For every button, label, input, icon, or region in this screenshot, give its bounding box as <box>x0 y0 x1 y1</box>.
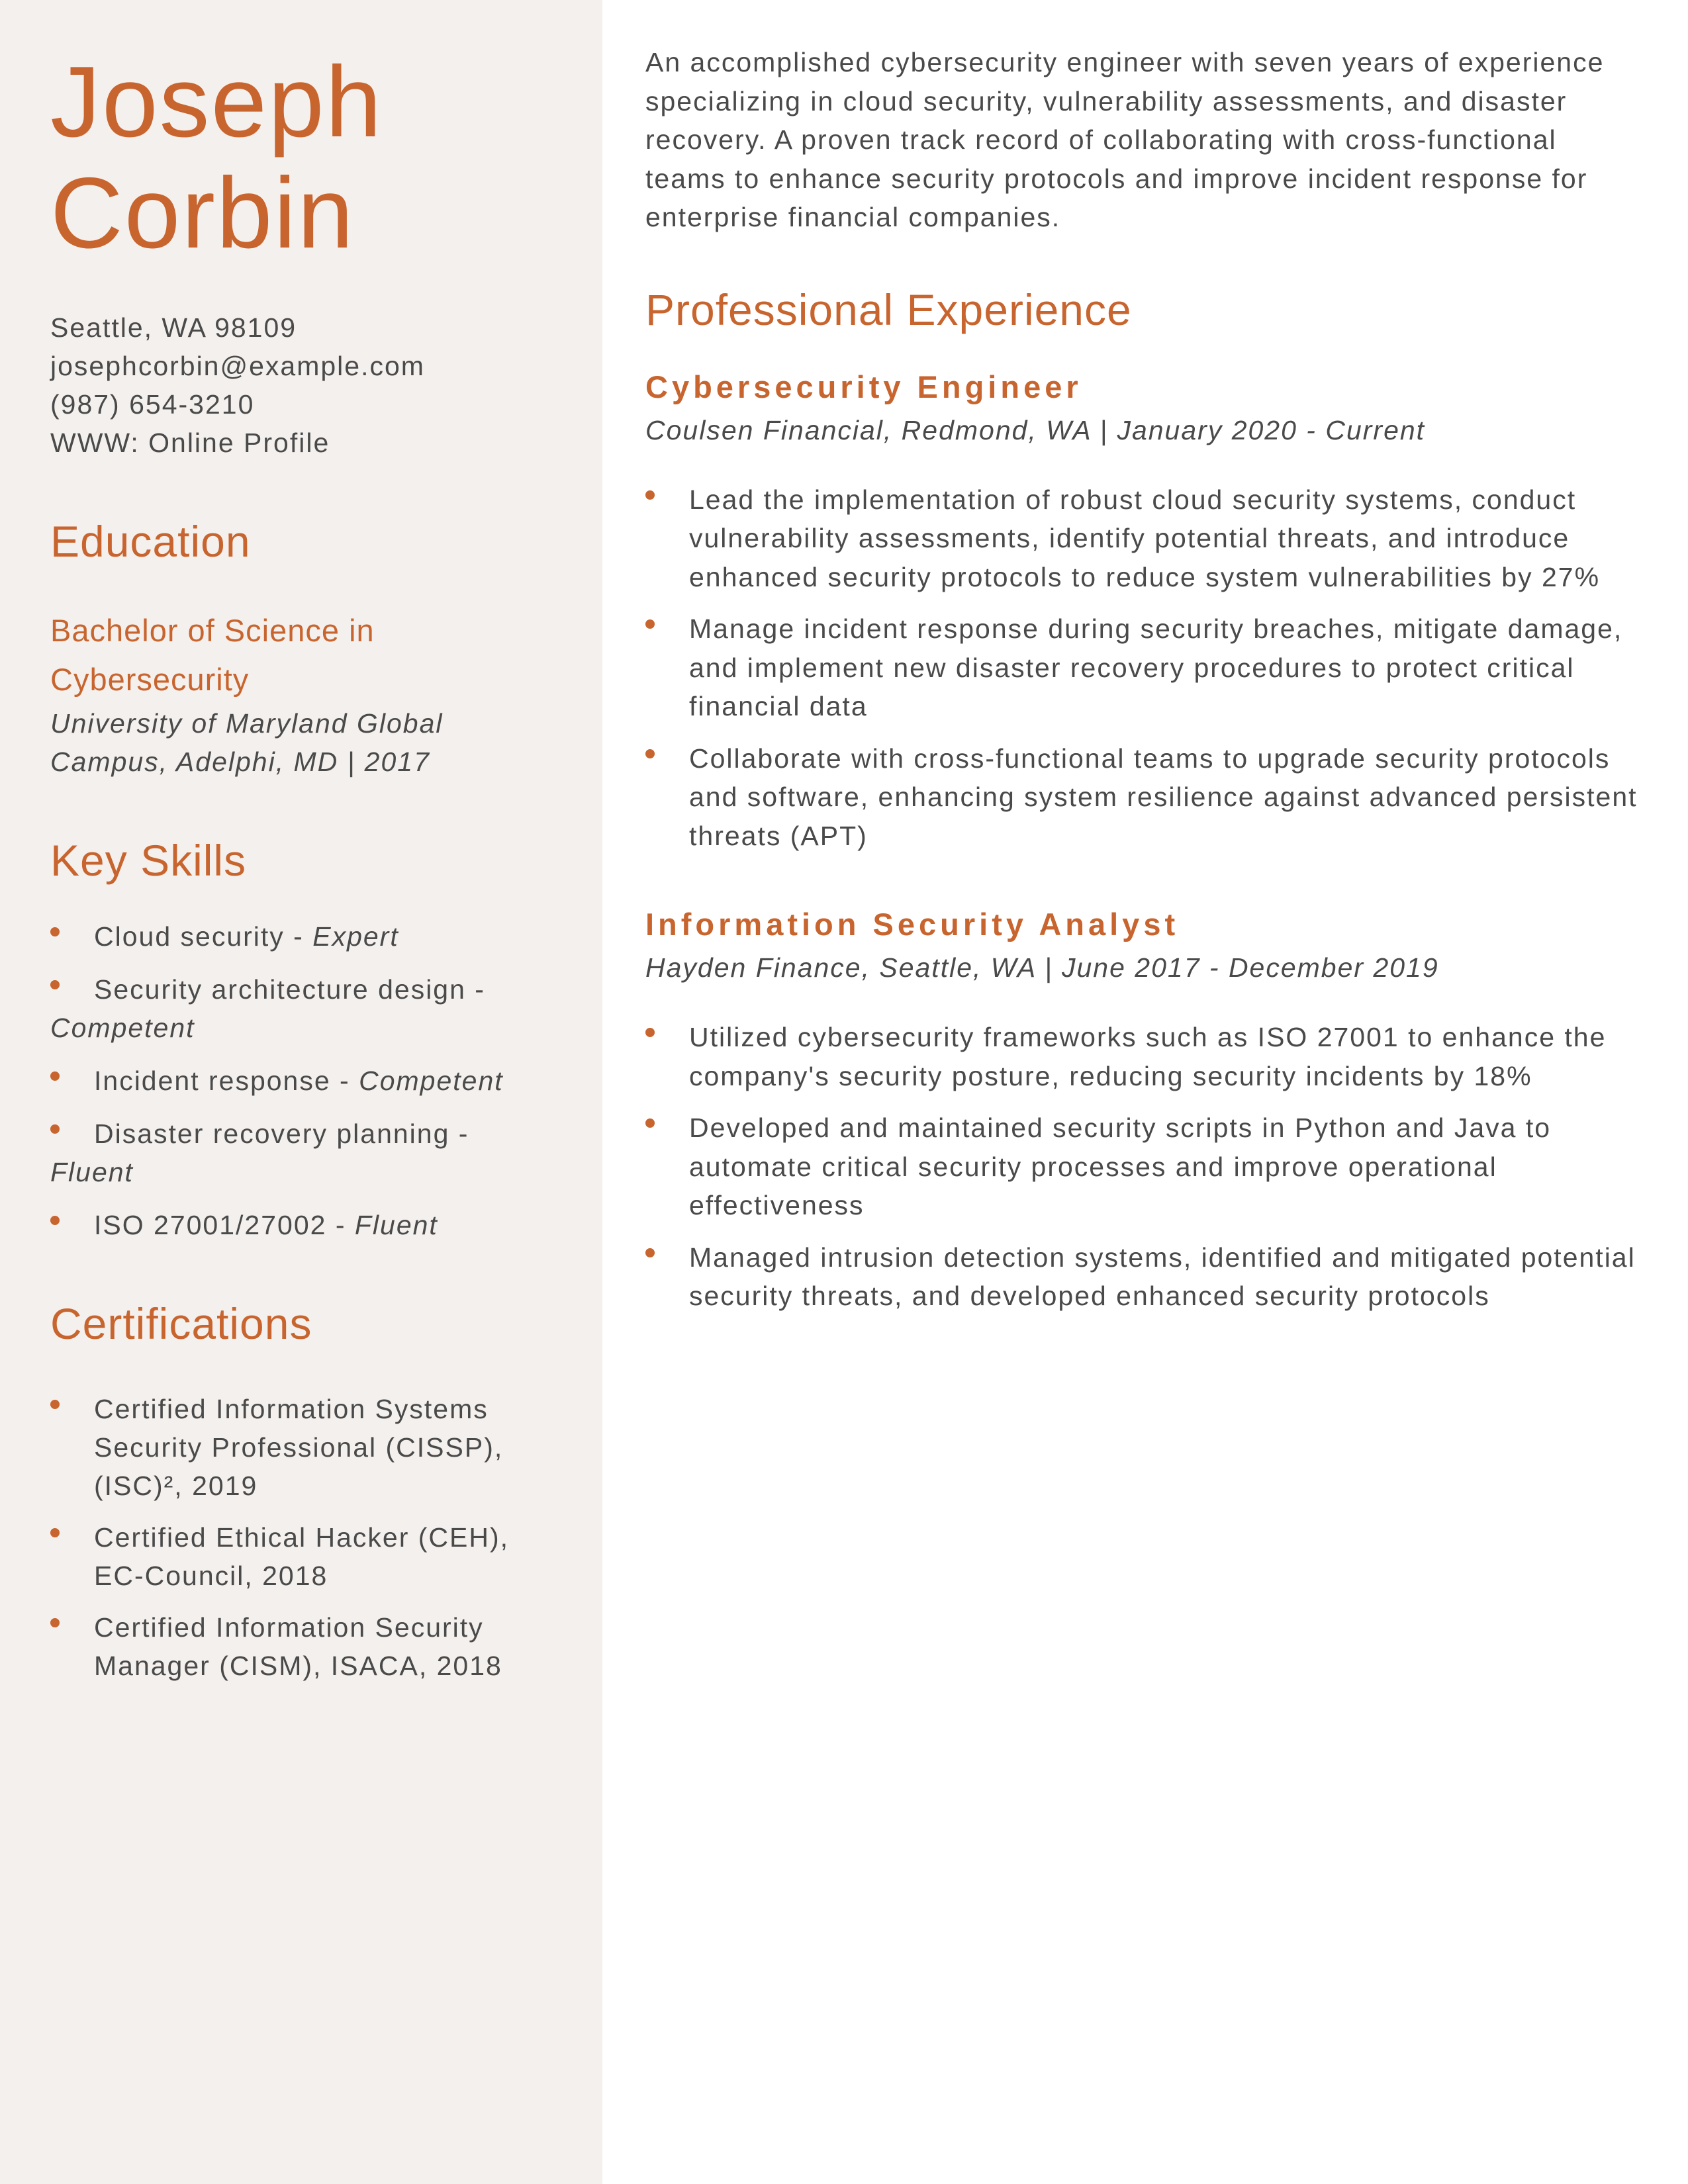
job-bullet-text: Utilized cybersecurity frameworks such as ISO 27001 to enhance the company's security posture, reducing security incidents by 18% <box>689 1022 1607 1091</box>
bullet-dot-icon <box>50 1216 60 1225</box>
skill-item <box>50 970 553 1047</box>
job-meta: Coulsen Financial, Redmond, WA | January 2020 - Current <box>645 414 1426 445</box>
degree-line: Bachelor of Science in <box>50 613 375 648</box>
job-title: Information Security Analyst <box>645 907 1180 942</box>
sidebar <box>0 0 602 2184</box>
experience-heading: Professional Experience <box>645 285 1132 334</box>
degree-line: Cybersecurity <box>50 662 250 697</box>
skill-name: Security architecture design - <box>94 974 485 1005</box>
certification-item <box>50 1390 553 1505</box>
job-bullet-text: Manage incident response during security breaches, mitigate damage, and implement new disaster recovery procedures to protect critical financial data <box>689 614 1623 721</box>
job-entry <box>645 901 1638 1316</box>
bullet-dot-icon <box>645 619 655 629</box>
bullet-dot-icon <box>50 1528 60 1537</box>
skill-item <box>50 917 553 956</box>
job-bullet <box>645 1018 1638 1095</box>
certification-text: Certified Information Security Manager (CISM), ISACA, 2018 <box>94 1612 502 1681</box>
job-bullets <box>645 1018 1638 1316</box>
certification-item <box>50 1518 553 1595</box>
sidebar-content <box>50 46 553 1698</box>
job-meta: Hayden Finance, Seattle, WA | June 2017 - December 2019 <box>645 952 1439 983</box>
bullet-dot-icon <box>645 490 655 500</box>
candidate-name <box>50 46 553 269</box>
skills-list <box>50 917 553 1244</box>
certification-text: Certified Information Systems Security Professional (CISSP), (ISC)², 2019 <box>94 1394 504 1501</box>
bullet-dot-icon <box>645 1118 655 1128</box>
school-line: University of Maryland Global <box>50 708 444 739</box>
bullet-dot-icon <box>50 1400 60 1409</box>
job-bullets <box>645 480 1638 856</box>
last-name: Corbin <box>50 157 355 269</box>
skill-item <box>50 1206 553 1244</box>
skill-level: Competent <box>50 1013 195 1043</box>
education-heading: Education <box>50 517 251 566</box>
certifications-heading: Certifications <box>50 1299 312 1348</box>
certifications-list <box>50 1390 553 1685</box>
school <box>50 704 553 781</box>
contact-location: Seattle, WA 98109 <box>50 312 297 343</box>
skills-heading: Key Skills <box>50 836 247 885</box>
bullet-dot-icon <box>50 980 60 989</box>
skill-name: Cloud security - <box>94 921 313 952</box>
contact-phone: (987) 654-3210 <box>50 389 255 420</box>
skill-name: Disaster recovery planning - <box>94 1118 469 1149</box>
skill-level: Fluent <box>354 1210 438 1240</box>
job-bullet <box>645 1109 1638 1225</box>
job-bullet <box>645 610 1638 726</box>
skill-item <box>50 1062 553 1100</box>
skill-level: Fluent <box>50 1157 134 1187</box>
job-bullet-text: Managed intrusion detection systems, identified and mitigated potential security threats, and developed enhanced security protocols <box>689 1242 1636 1311</box>
skill-name: Incident response - <box>94 1066 359 1096</box>
degree <box>50 606 553 704</box>
certification-item <box>50 1608 553 1685</box>
job-bullet-text: Lead the implementation of robust cloud security systems, conduct vulnerability assessments, identify potential threats, and introduce enhanced security protocols to reduce system vulnerabilities by 27% <box>689 484 1601 592</box>
job-bullet <box>645 480 1638 597</box>
bullet-dot-icon <box>645 749 655 758</box>
bullet-dot-icon <box>50 1071 60 1081</box>
bullet-dot-icon <box>645 1248 655 1257</box>
first-name: Joseph <box>50 46 383 158</box>
skill-level: Expert <box>312 921 399 952</box>
skill-level: Competent <box>359 1066 504 1096</box>
job-bullet <box>645 1238 1638 1316</box>
bullet-dot-icon <box>645 1028 655 1037</box>
bullet-dot-icon <box>50 1618 60 1627</box>
main-content <box>645 43 1638 1329</box>
job-bullet-text: Developed and maintained security scripts in Python and Java to automate critical security processes and improve operational effectiveness <box>689 1113 1552 1220</box>
bullet-dot-icon <box>50 1124 60 1134</box>
summary: An accomplished cybersecurity engineer with seven years of experience specializing in cloud security, vulnerability assessments, and disaster recovery. A proven track record of collaborating with cross-functional teams to enhance security protocols and improve incident response for enterprise financial companies. <box>645 47 1605 232</box>
job-bullet <box>645 739 1638 856</box>
contact-email[interactable]: josephcorbin@example.com <box>50 351 425 381</box>
contact-info <box>50 308 553 462</box>
job-entry <box>645 364 1638 856</box>
skill-item <box>50 1115 553 1191</box>
certification-text: Certified Ethical Hacker (CEH), EC-Council, 2018 <box>94 1522 510 1591</box>
skill-name: ISO 27001/27002 - <box>94 1210 355 1240</box>
bullet-dot-icon <box>50 927 60 936</box>
job-title: Cybersecurity Engineer <box>645 369 1082 404</box>
job-bullet-text: Collaborate with cross-functional teams to upgrade security protocols and software, enhancing system resilience against advanced persistent threats (APT) <box>689 743 1638 851</box>
school-line: Campus, Adelphi, MD | 2017 <box>50 747 430 777</box>
contact-website[interactable]: WWW: Online Profile <box>50 428 330 458</box>
